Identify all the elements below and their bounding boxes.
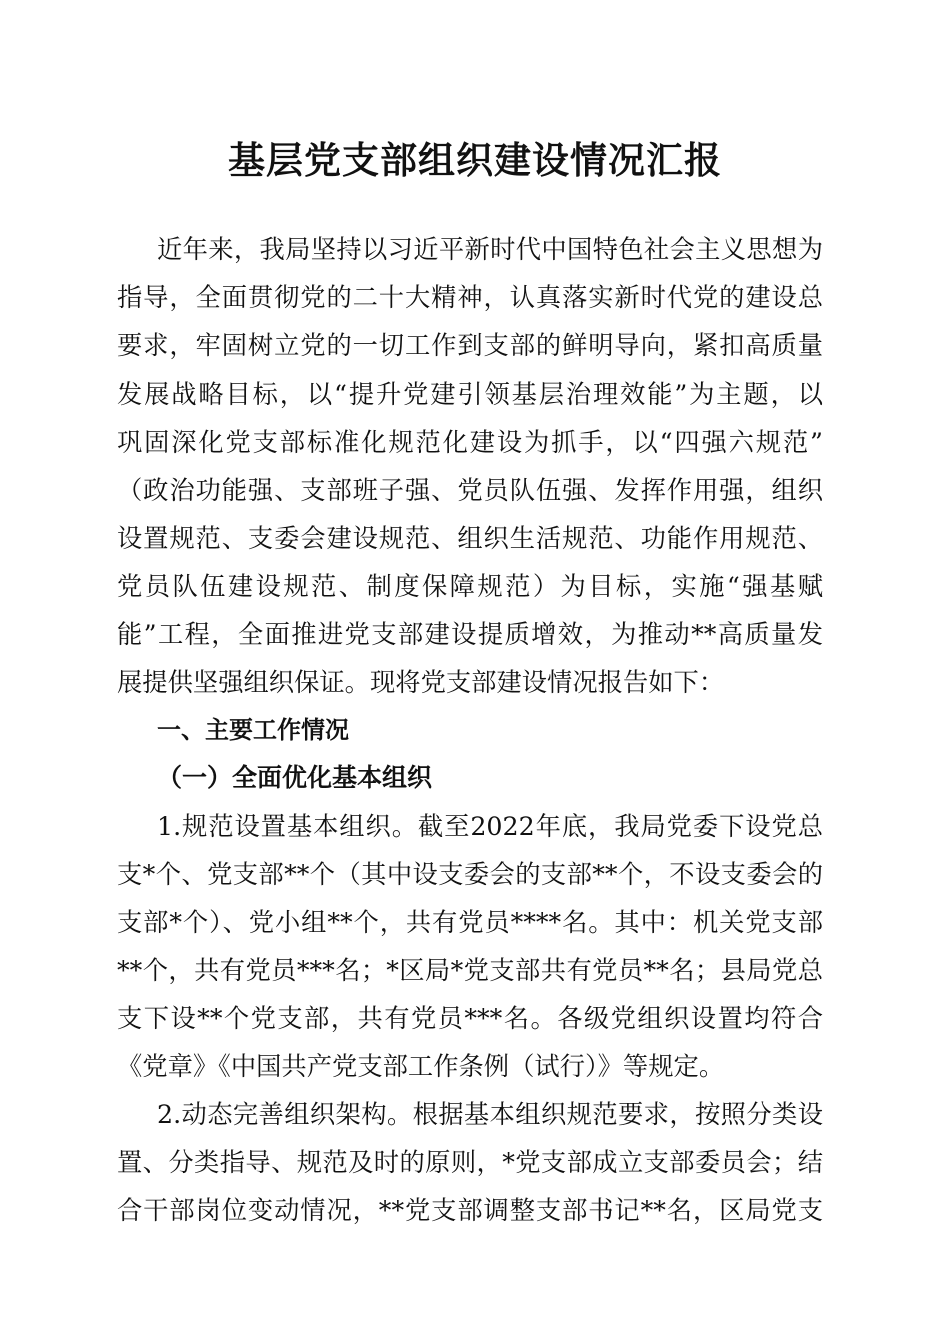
intro-line-3: 要求，牢固树立党的一切工作到支部的鲜明导向，紧扣高质量 <box>117 331 823 360</box>
item1-line-5: 支下设**个党支部，共有党员***名。各级党组织设置均符合 <box>117 1004 823 1033</box>
item2-line-1: 2.动态完善组织架构。根据基本组织规范要求，按照分类设 <box>157 1100 823 1129</box>
item1-line-1: 1.规范设置基本组织。截至2022年底，我局党委下设党总 <box>157 812 823 841</box>
section-heading: 一、主要工作情况 <box>157 716 349 744</box>
document-title: 基层党支部组织建设情况汇报 <box>228 138 722 182</box>
intro-line-2: 指导，全面贯彻党的二十大精神，认真落实新时代党的建设总 <box>117 283 823 312</box>
intro-line-9: 能”工程，全面推进党支部建设提质增效，为推动**高质量发 <box>117 620 823 649</box>
intro-line-1: 近年来，我局坚持以习近平新时代中国特色社会主义思想为 <box>157 235 823 264</box>
intro-line-5: 巩固深化党支部标准化规范化建设为抓手，以“四强六规范” <box>117 428 823 457</box>
item2-line-3: 合干部岗位变动情况，**党支部调整支部书记**名，区局党支 <box>117 1196 823 1225</box>
intro-line-8: 党员队伍建设规范、制度保障规范）为目标，实施“强基赋 <box>117 572 823 601</box>
item2-line-2: 置、分类指导、规范及时的原则，*党支部成立支部委员会；结 <box>117 1148 823 1177</box>
item1-line-4: **个，共有党员***名；*区局*党支部共有党员**名；县局党总 <box>117 956 823 985</box>
intro-line-7: 设置规范、支委会建设规范、组织生活规范、功能作用规范、 <box>117 524 823 553</box>
intro-line-6: （政治功能强、支部班子强、党员队伍强、发挥作用强，组织 <box>117 476 823 505</box>
intro-line-4: 发展战略目标，以“提升党建引领基层治理效能”为主题，以 <box>117 380 823 409</box>
item1-line-3: 支部*个）、党小组**个，共有党员****名。其中：机关党支部 <box>117 908 823 937</box>
item1-line-2: 支*个、党支部**个（其中设支委会的支部**个，不设支委会的 <box>117 860 823 889</box>
subsection-heading: （一）全面优化基本组织 <box>157 763 433 792</box>
item1-line-6: 《党章》《中国共产党支部工作条例（试行）》等规定。 <box>117 1052 725 1081</box>
intro-line-10: 展提供坚强组织保证。现将党支部建设情况报告如下： <box>117 668 725 697</box>
